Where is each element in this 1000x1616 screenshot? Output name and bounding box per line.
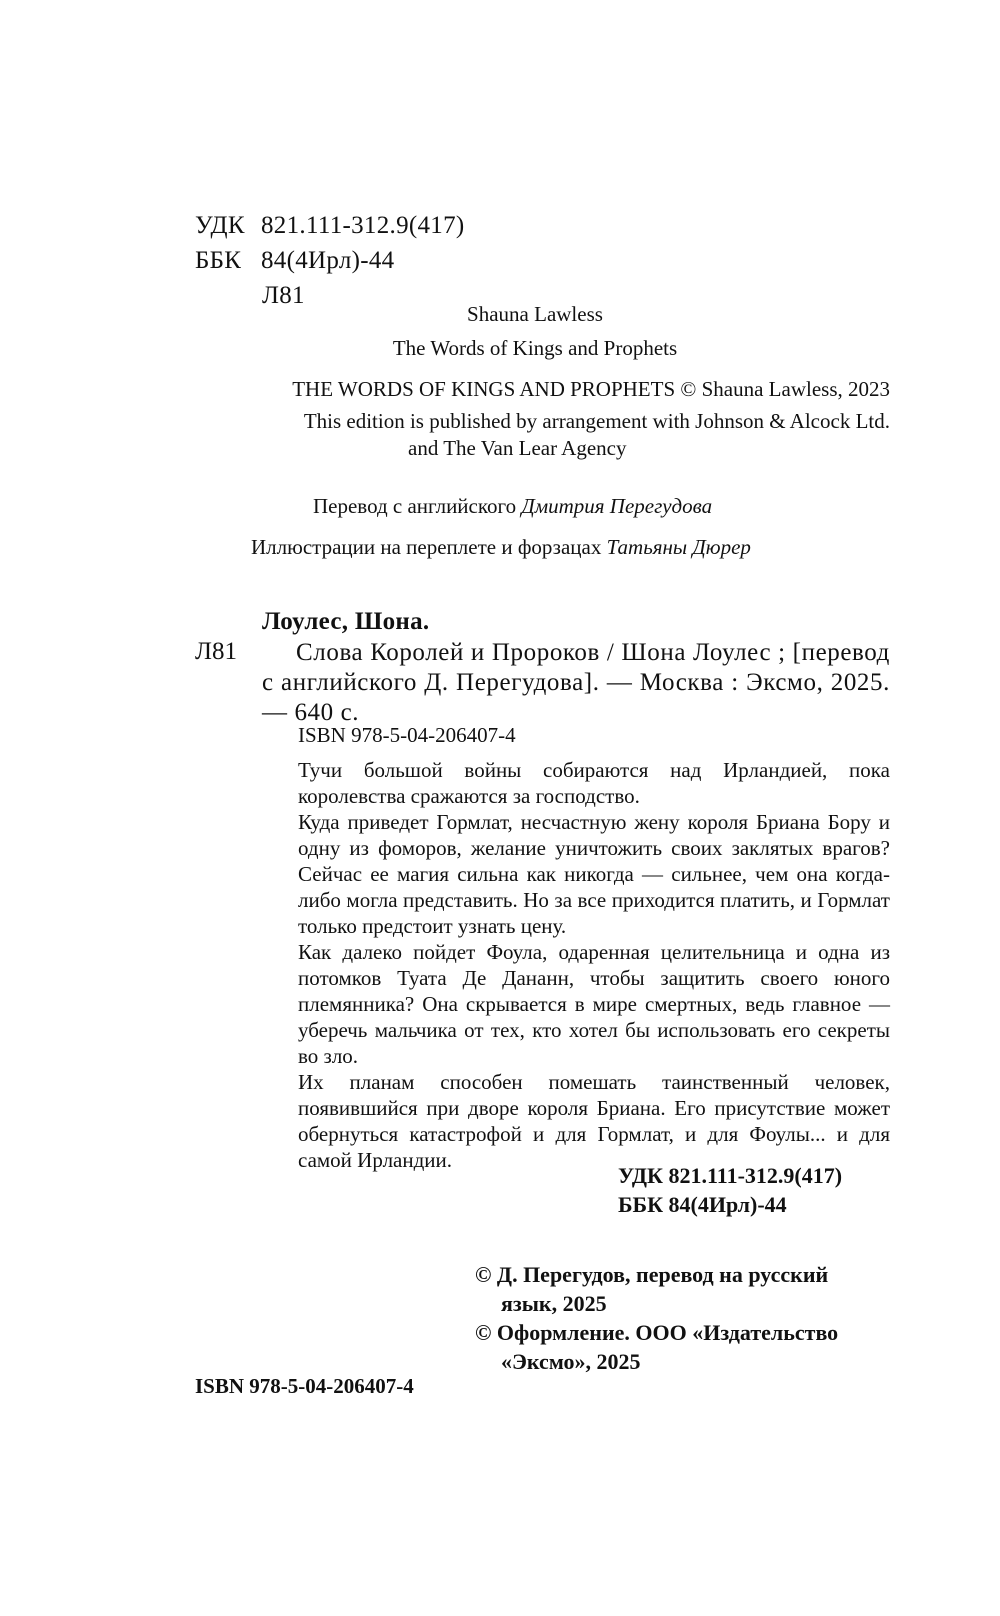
- catalog-isbn: ISBN 978-5-04-206407-4: [298, 723, 516, 747]
- translation-credit: [313, 494, 712, 519]
- annotation: [298, 757, 890, 1173]
- illustration-prefix: Иллюстрации на переплете и форзацах: [251, 535, 602, 559]
- annotation-paragraph-4: Их планам способен помешать таинственный человек, появившийся при дворе короля Бриана. Его присутствие может обернуться катастрофой и для Гормлат, и для Фоулы... и для самой Ирландии.: [298, 1070, 890, 1172]
- original-author: Shauna Lawless: [467, 302, 603, 326]
- copyright-design-line-2: «Эксмо», 2025: [501, 1349, 641, 1374]
- annotation-paragraph-1: Тучи большой войны собираются над Ирландией, пока королевства сражаются за господство.: [298, 758, 890, 808]
- footer-isbn: ISBN 978-5-04-206407-4: [195, 1374, 414, 1398]
- copyright-block: [475, 1260, 895, 1376]
- bbk-line: [195, 247, 394, 275]
- annotation-paragraph-3: Как далеко пойдет Фоула, одаренная целительница и одна из потомков Туата Де Дананн, чтобы защитить своего юного племянника? Она скрывается в мире смертных, ведь главное — уберечь мальчика от тех, кто хотел бы использовать его секреты во зло.: [298, 940, 890, 1068]
- illustration-credit: [251, 535, 751, 560]
- catalog-reference: Слова Королей и Пророков / Шона Лоулес ; [перевод с английского Д. Перегудова]. — Москва : Эксмо, 2025. — 640 с.: [262, 639, 890, 726]
- copyright-translation-line-2: язык, 2025: [501, 1291, 607, 1316]
- author-mark: Л81: [262, 282, 305, 309]
- copyright-translation-line-1: © Д. Перегудов, перевод на русский: [475, 1262, 829, 1287]
- bbk-value: 84(4Ирл)-44: [261, 247, 395, 274]
- arrangement-line-2: and The Van Lear Agency: [408, 436, 627, 460]
- udk-line: [195, 212, 465, 240]
- translator-name: Дмитрия Перегудова: [521, 494, 713, 518]
- original-copyright-line: THE WORDS OF KINGS AND PROPHETS © Shauna Lawless, 2023: [292, 377, 890, 401]
- original-title: The Words of Kings and Prophets: [392, 336, 678, 360]
- catalog-code: Л81: [195, 638, 237, 665]
- copyright-design-line-1: © Оформление. ООО «Издательство: [475, 1320, 839, 1345]
- annotation-paragraph-2: Куда приведет Гормлат, несчастную жену короля Бриана Бору и одну из фоморов, желание уничтожить своих заклятых врагов? Сейчас ее магия сильна как никогда — сильнее, чем она когда-либо могла представить. Но за все приходится платить, и Гормлат только предстоит узнать цену.: [298, 810, 890, 938]
- footer-udk: УДК 821.111-312.9(417): [618, 1163, 843, 1188]
- arrangement-line-1: This edition is published by arrangement with Johnson & Alcock Ltd.: [303, 409, 890, 433]
- illustrator-name: Татьяны Дюрер: [606, 535, 751, 559]
- udk-value: 821.111-312.9(417): [261, 212, 465, 239]
- catalog-author-heading: Лоулес, Шона.: [262, 608, 430, 635]
- udk-label: УДК: [195, 212, 245, 239]
- bbk-label: ББК: [195, 247, 242, 274]
- translation-prefix: Перевод с английского: [313, 494, 517, 518]
- footer-bbk: ББК 84(4Ирл)-44: [618, 1192, 787, 1217]
